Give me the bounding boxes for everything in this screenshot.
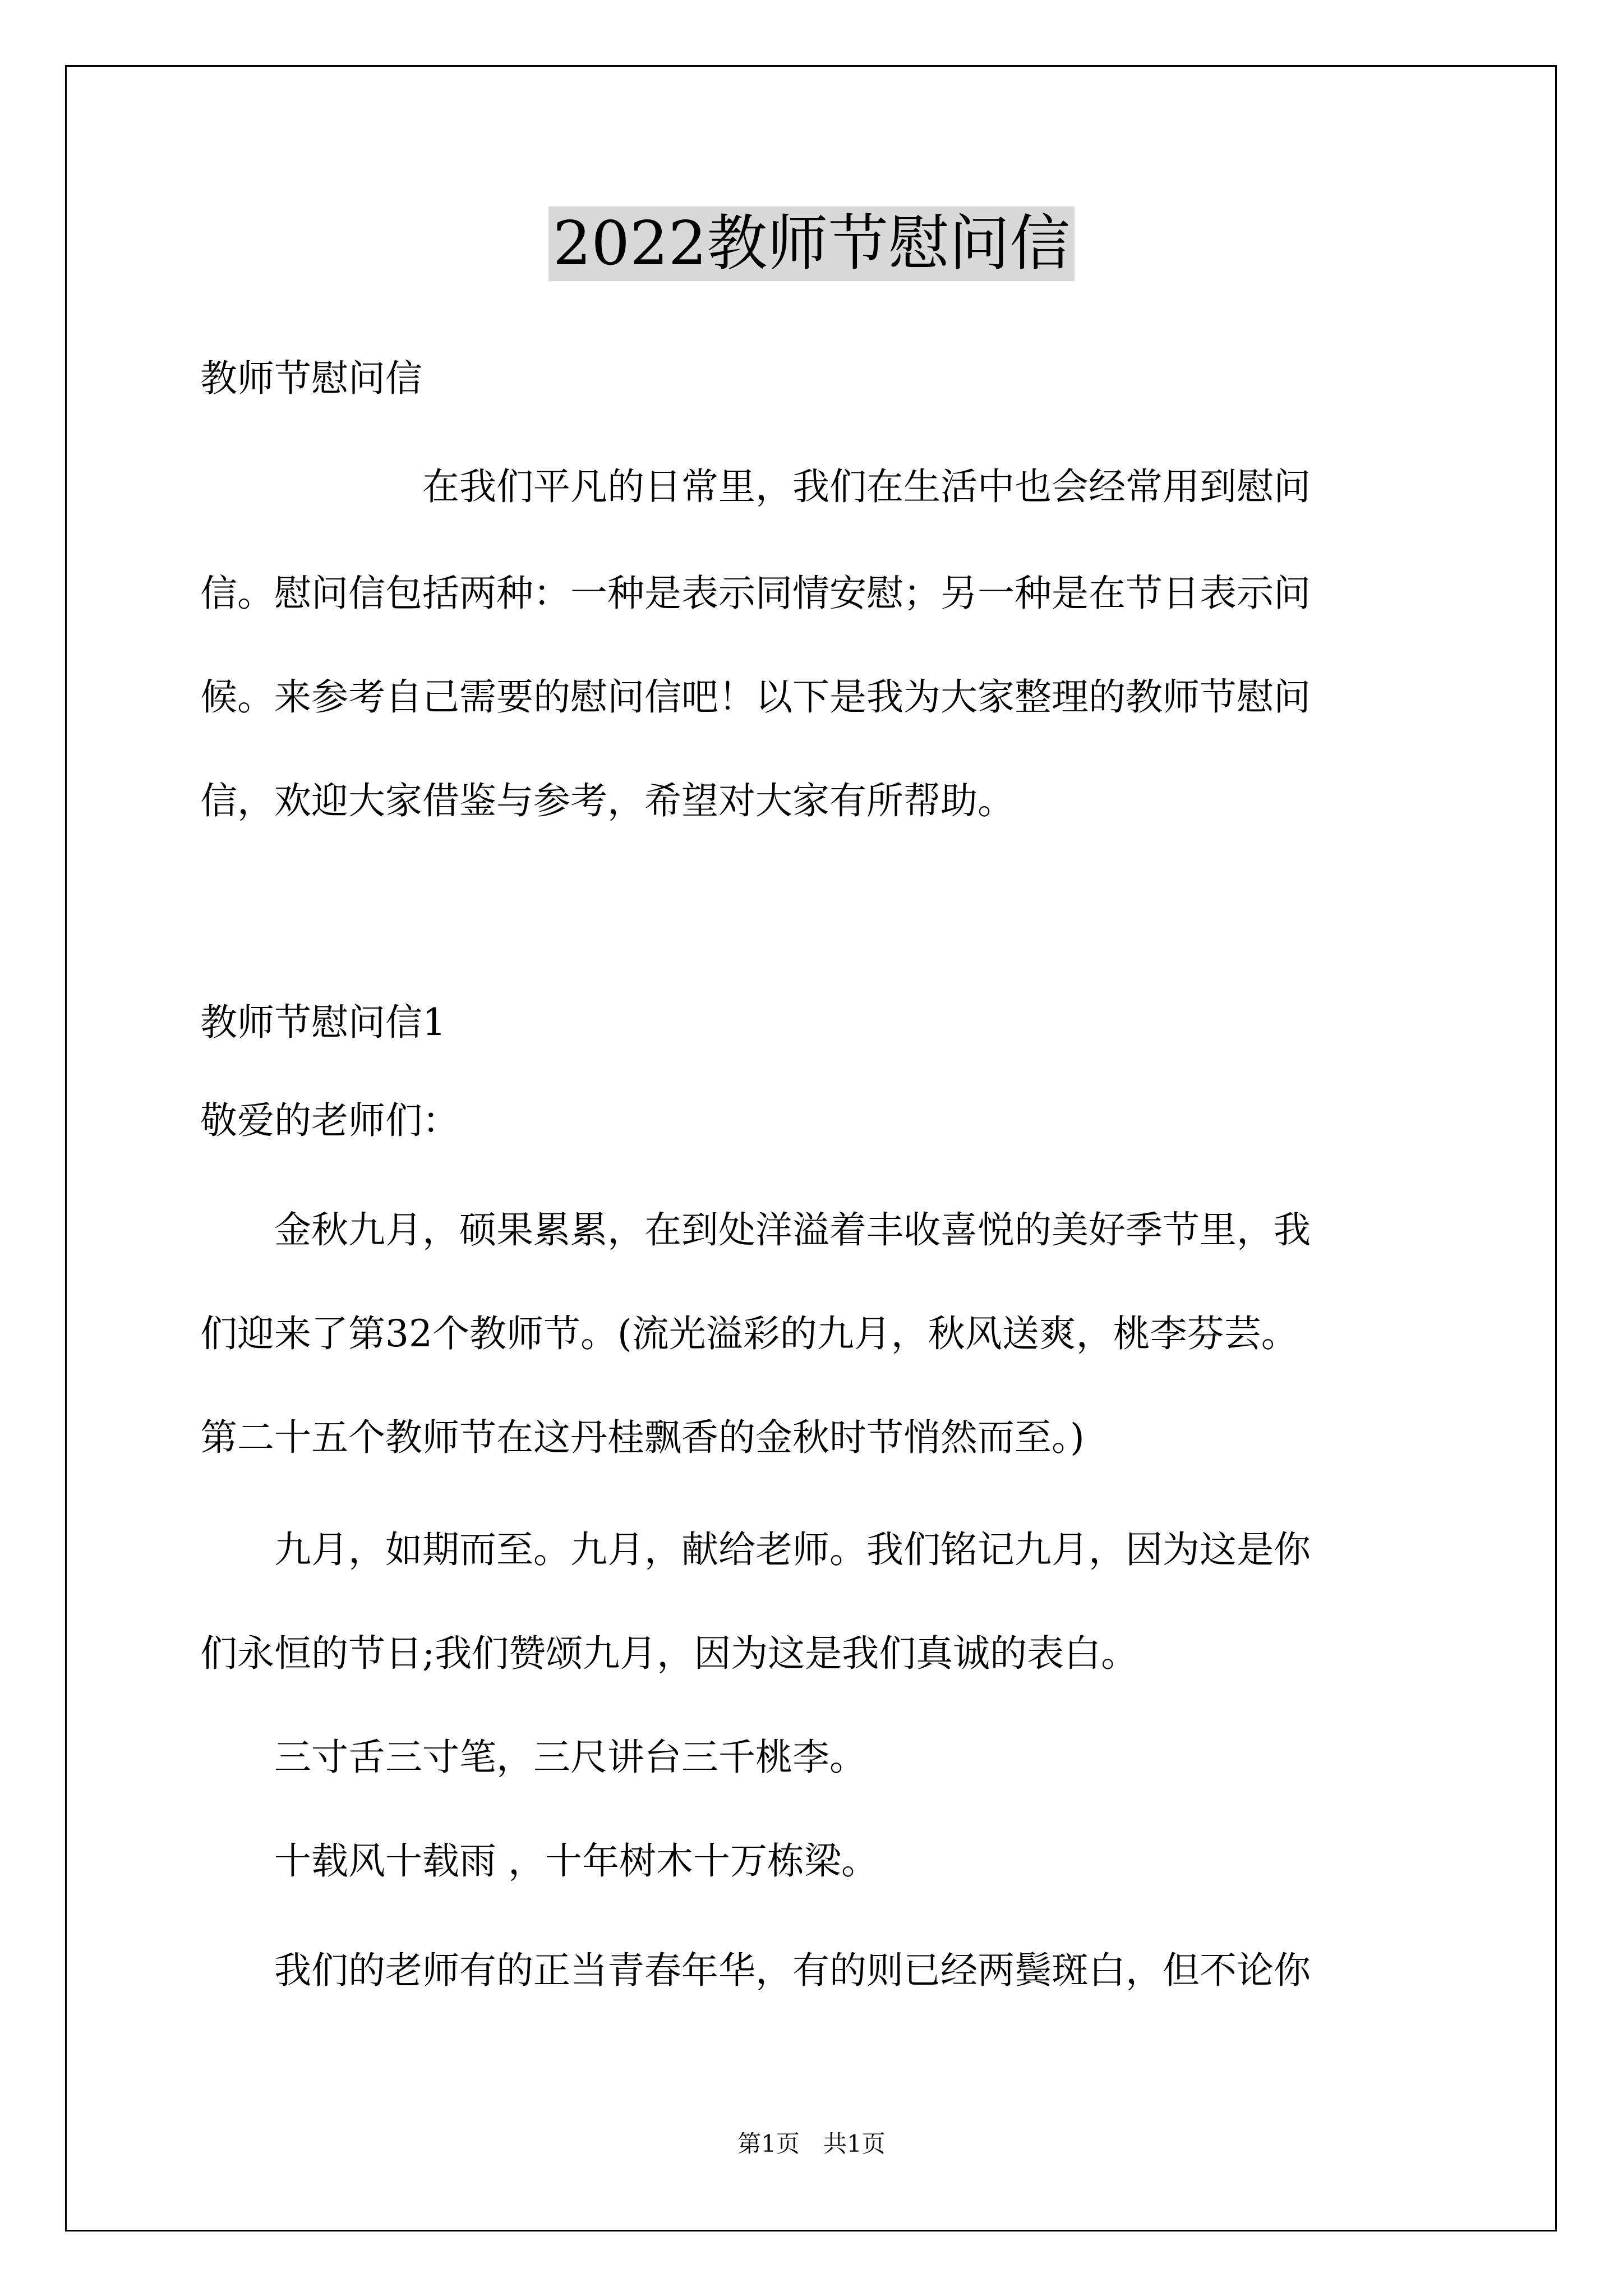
page-footer: 第1页 共1页 (737, 2130, 886, 2157)
paragraph-line: 第二十五个教师节在这丹桂飘香的金秋时节悄然而至。) (200, 1416, 1085, 1459)
title-text: 2022教师节慰问信 (548, 206, 1075, 281)
paragraph-line: 十载风十载雨 ，十年树木十万栋梁。 (200, 1839, 878, 1883)
paragraph-line: 我们的老师有的正当青春年华，有的则已经两鬓斑白，但不论你 (200, 1949, 1311, 1992)
paragraph-line: 在我们平凡的日常里，我们在生活中也会经常用到慰问 (200, 465, 1311, 508)
paragraph-line: 九月，如期而至。九月，献给老师。我们铭记九月，因为这是你 (200, 1528, 1311, 1571)
paragraph-line: 三寸舌三寸笔，三尺讲台三千桃李。 (200, 1736, 866, 1779)
salutation: 敬爱的老师们： (200, 1099, 459, 1142)
paragraph-line: 们迎来了第32个教师节。(流光溢彩的九月，秋风送爽，桃李芬芸。 (200, 1312, 1298, 1355)
paragraph-line: 们永恒的节日;我们赞颂九月，因为这是我们真诚的表白。 (200, 1632, 1138, 1675)
document-title (0, 205, 1623, 283)
section-heading: 教师节慰问信 (200, 357, 422, 400)
paragraph-line: 金秋九月，硕果累累，在到处洋溢着丰收喜悦的美好季节里，我 (200, 1208, 1311, 1251)
paragraph-line: 信，欢迎大家借鉴与参考，希望对大家有所帮助。 (200, 779, 1015, 822)
section-heading: 教师节慰问信1 (200, 1001, 446, 1044)
paragraph-line: 信。慰问信包括两种：一种是表示同情安慰；另一种是在节日表示问 (200, 572, 1311, 615)
paragraph-line: 候。来参考自己需要的慰问信吧！以下是我为大家整理的教师节慰问 (200, 675, 1311, 719)
